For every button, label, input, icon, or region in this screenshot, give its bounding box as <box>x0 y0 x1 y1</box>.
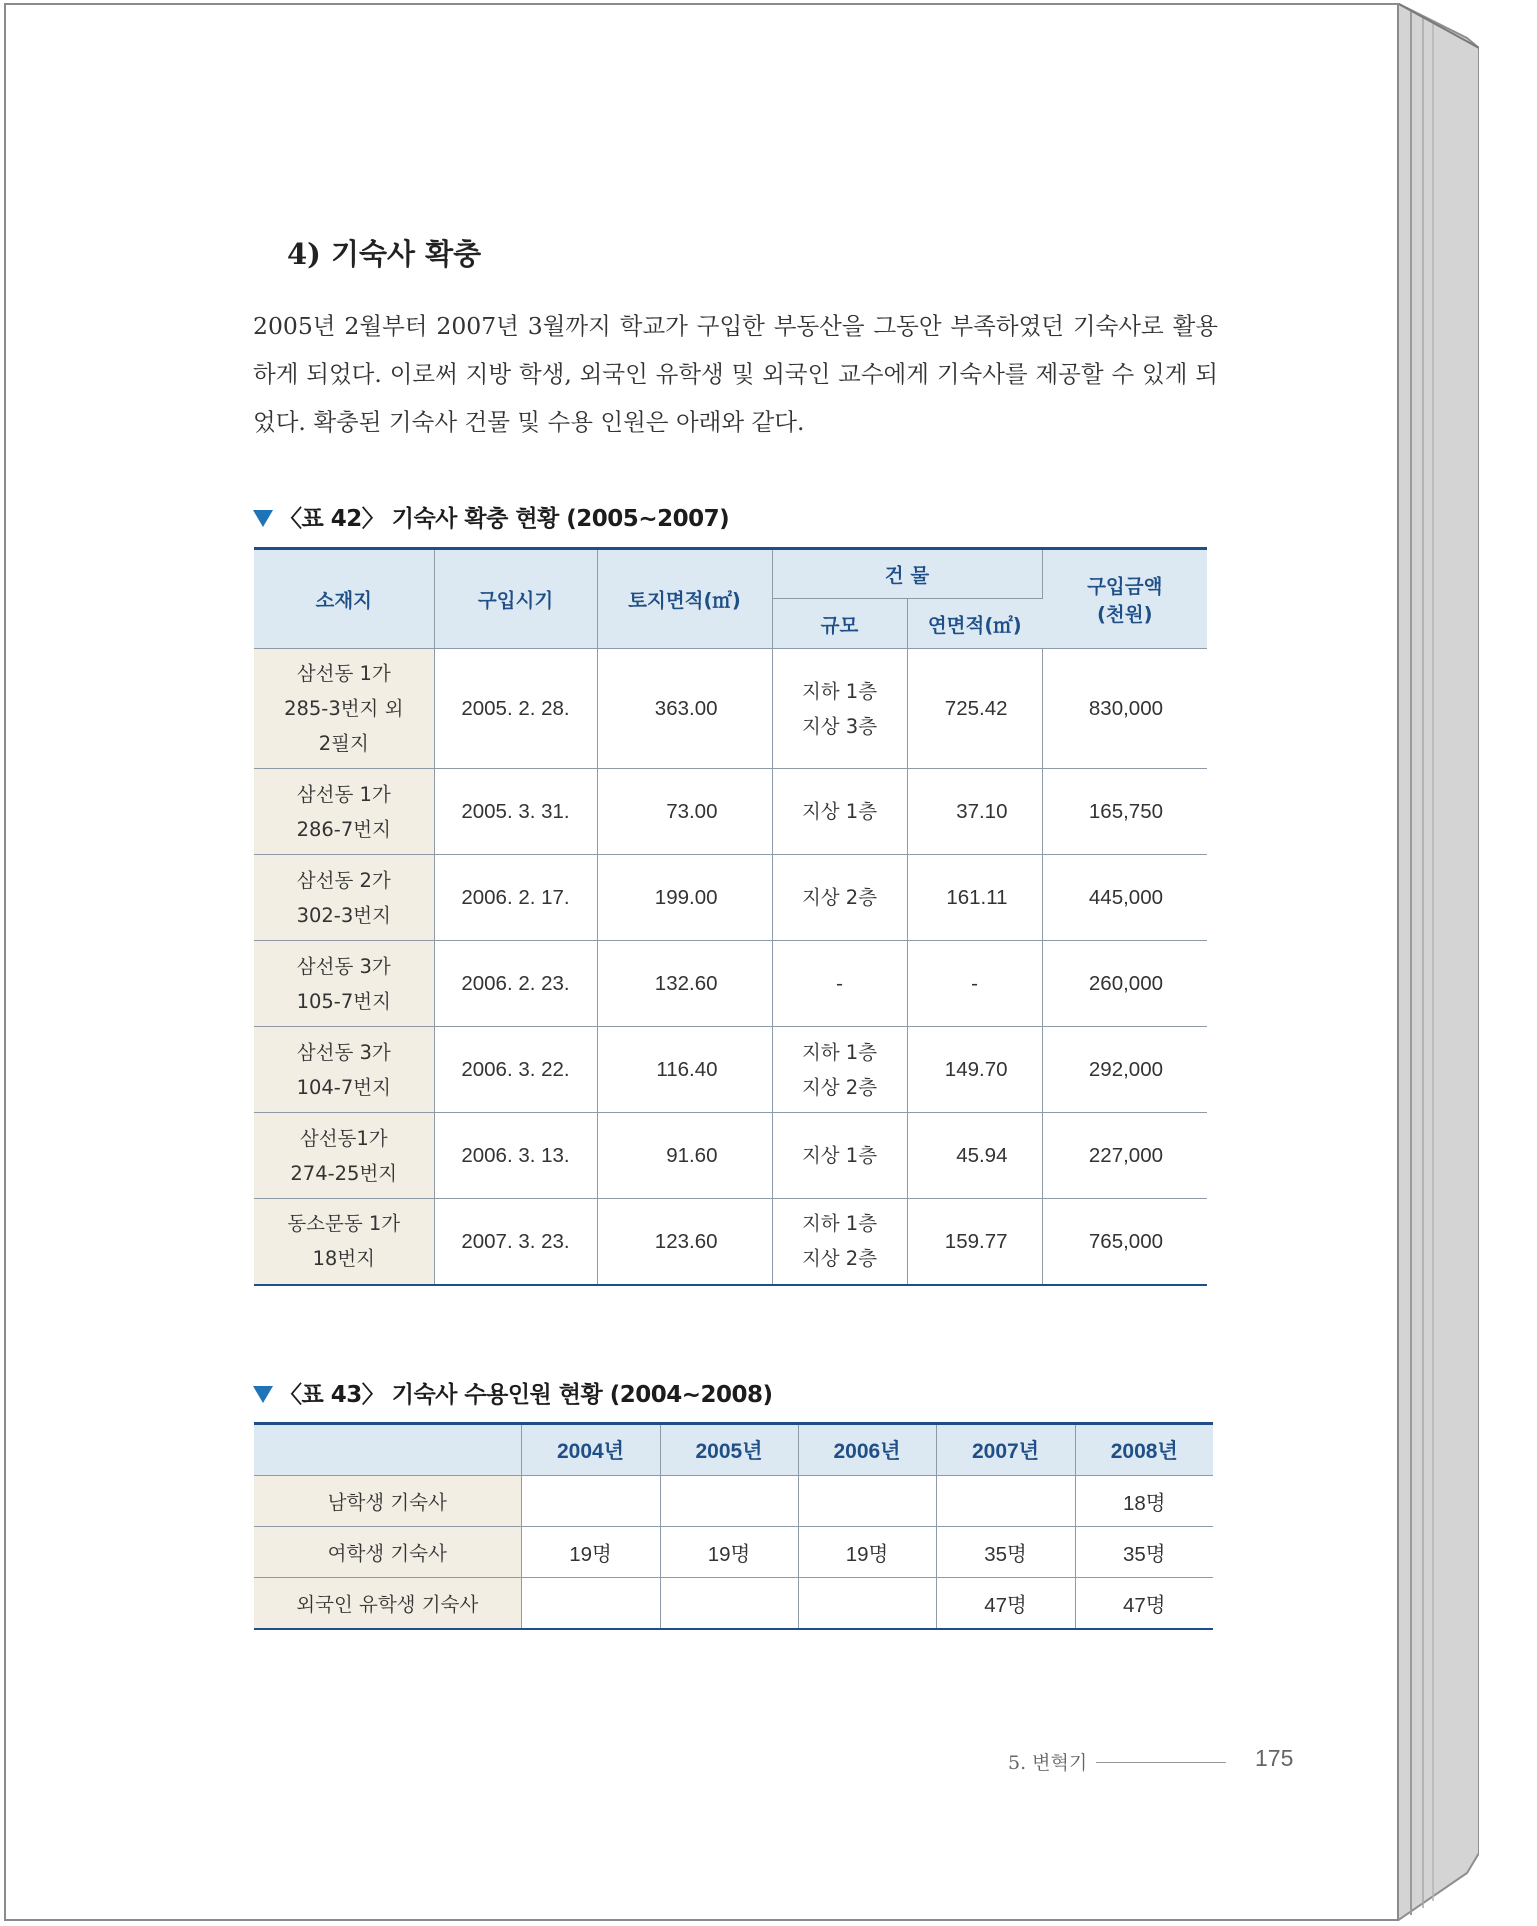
location-cell <box>254 855 434 941</box>
floor-area-cell: 149.70 <box>907 1027 1042 1113</box>
header-scale: 규모 <box>772 599 907 649</box>
location-cell <box>254 1113 434 1199</box>
table-row <box>254 769 1207 855</box>
scale-line: - <box>835 972 844 995</box>
row-label: 남학생 기숙사 <box>254 1476 521 1527</box>
location-line: 286-7번지 <box>296 817 391 841</box>
date-cell: 2005. 2. 28. <box>434 649 597 769</box>
page-number: 175 <box>1255 1745 1294 1771</box>
table-row <box>254 649 1207 769</box>
capacity-cell: 35명 <box>1075 1527 1213 1578</box>
scale-cell <box>772 1199 907 1285</box>
land-area-cell: 91.60 <box>597 1113 772 1199</box>
scale-line: 지하 1층 <box>801 1040 878 1064</box>
chapter-label: 5. 변혁기 <box>1008 1752 1088 1774</box>
date-cell: 2007. 3. 23. <box>434 1199 597 1285</box>
capacity-cell: 19명 <box>521 1527 660 1578</box>
location-cell <box>254 649 434 769</box>
date-cell: 2006. 2. 17. <box>434 855 597 941</box>
location-cell <box>254 941 434 1027</box>
header-purchase-date: 구입시기 <box>434 549 597 649</box>
header-price-line2: (천원) <box>1097 603 1153 626</box>
table-row <box>254 1527 1213 1578</box>
scale-line: 지하 1층 <box>801 1212 878 1236</box>
scale-line: 지상 2층 <box>801 1075 878 1099</box>
price-cell: 445,000 <box>1042 855 1207 941</box>
dormitory-expansion-table <box>254 547 1207 1286</box>
location-cell <box>254 1199 434 1285</box>
location-line: 동소문동 1가 <box>287 1212 401 1236</box>
header-year: 2008년 <box>1075 1424 1213 1476</box>
table-row <box>254 1027 1207 1113</box>
table-row <box>254 1199 1207 1285</box>
header-price <box>1042 549 1207 649</box>
header-blank <box>254 1424 521 1476</box>
location-line: 삼선동 3가 <box>296 954 391 978</box>
table-row <box>254 1113 1207 1199</box>
location-line: 2필지 <box>318 732 369 755</box>
capacity-cell: 47명 <box>936 1578 1075 1630</box>
capacity-cell <box>521 1476 660 1527</box>
price-cell: 765,000 <box>1042 1199 1207 1285</box>
header-floor-area: 연면적(㎡) <box>907 599 1042 649</box>
location-line: 104-7번지 <box>296 1075 391 1099</box>
triangle-marker-icon <box>253 1386 273 1403</box>
land-area-cell: 123.60 <box>597 1199 772 1285</box>
price-cell: 830,000 <box>1042 649 1207 769</box>
price-cell: 292,000 <box>1042 1027 1207 1113</box>
capacity-cell <box>798 1578 936 1630</box>
header-year: 2007년 <box>936 1424 1075 1476</box>
price-cell: 260,000 <box>1042 941 1207 1027</box>
scale-line: 지상 1층 <box>801 800 878 823</box>
dormitory-capacity-table <box>254 1422 1213 1630</box>
location-line: 18번지 <box>312 1247 375 1271</box>
body-paragraph: 2005년 2월부터 2007년 3월까지 학교가 구입한 부동산을 그동안 부족하였던 기숙사로 활용하게 되었다. 이로써 지방 학생, 외국인 유학생 및 외국인 교수에게 기숙사를 제공할 수 있게 되었다. 확충된 기숙사 건물 및 수용 인원은 아래와 같다. <box>253 312 1218 436</box>
header-year: 2006년 <box>798 1424 936 1476</box>
table-42-caption-text: 〈표 42〉 기숙사 확충 현황 (2005~2007) <box>279 506 730 532</box>
scale-cell <box>772 649 907 769</box>
land-area-cell: 73.00 <box>597 769 772 855</box>
scale-line: 지상 1층 <box>801 1144 878 1167</box>
table-43-caption-text: 〈표 43〉 기숙사 수용인원 현황 (2004~2008) <box>279 1382 773 1408</box>
footer-divider <box>1096 1762 1226 1763</box>
floor-area-cell: 725.42 <box>907 649 1042 769</box>
capacity-cell: 18명 <box>1075 1476 1213 1527</box>
date-cell: 2006. 3. 22. <box>434 1027 597 1113</box>
location-cell <box>254 769 434 855</box>
location-line: 삼선동 2가 <box>296 868 391 892</box>
floor-area-cell: 37.10 <box>907 769 1042 855</box>
location-line: 285-3번지 외 <box>284 697 404 720</box>
price-cell: 227,000 <box>1042 1113 1207 1199</box>
date-cell: 2005. 3. 31. <box>434 769 597 855</box>
scale-cell <box>772 855 907 941</box>
section-heading: 4) 기숙사 확충 <box>287 237 482 271</box>
capacity-cell <box>798 1476 936 1527</box>
date-cell: 2006. 3. 13. <box>434 1113 597 1199</box>
scale-line: 지상 3층 <box>801 714 878 738</box>
scale-cell <box>772 1113 907 1199</box>
table-43-caption <box>253 1376 773 1409</box>
date-cell: 2006. 2. 23. <box>434 941 597 1027</box>
capacity-cell: 35명 <box>936 1527 1075 1578</box>
land-area-cell: 116.40 <box>597 1027 772 1113</box>
scale-line: 지상 2층 <box>801 886 878 909</box>
land-area-cell: 132.60 <box>597 941 772 1027</box>
header-year: 2004년 <box>521 1424 660 1476</box>
capacity-cell: 19명 <box>660 1527 798 1578</box>
table-row <box>254 1578 1213 1630</box>
floor-area-cell: 45.94 <box>907 1113 1042 1199</box>
header-price-line1: 구입금액 <box>1087 575 1163 598</box>
location-line: 삼선동 3가 <box>296 1040 391 1064</box>
table-42-caption <box>253 500 729 533</box>
table-row <box>254 855 1207 941</box>
location-line: 삼선동 1가 <box>296 782 391 806</box>
page-footer <box>1008 1745 1298 1778</box>
floor-area-cell: - <box>907 941 1042 1027</box>
scale-cell <box>772 941 907 1027</box>
scale-cell <box>772 1027 907 1113</box>
table-row <box>254 941 1207 1027</box>
location-line: 105-7번지 <box>296 989 391 1013</box>
capacity-cell <box>660 1476 798 1527</box>
triangle-marker-icon <box>253 510 273 527</box>
location-line: 삼선동1가 <box>299 1126 388 1150</box>
price-cell: 165,750 <box>1042 769 1207 855</box>
location-cell <box>254 1027 434 1113</box>
header-land-area: 토지면적(㎡) <box>597 549 772 649</box>
table-row <box>254 1476 1213 1527</box>
header-building: 건 물 <box>772 549 1042 599</box>
floor-area-cell: 159.77 <box>907 1199 1042 1285</box>
row-label: 여학생 기숙사 <box>254 1527 521 1578</box>
capacity-cell: 19명 <box>798 1527 936 1578</box>
scale-line: 지상 2층 <box>801 1247 878 1271</box>
floor-area-cell: 161.11 <box>907 855 1042 941</box>
header-location: 소재지 <box>254 549 434 649</box>
row-label: 외국인 유학생 기숙사 <box>254 1578 521 1630</box>
location-line: 302-3번지 <box>296 903 391 927</box>
location-line: 274-25번지 <box>290 1161 398 1185</box>
capacity-cell: 47명 <box>1075 1578 1213 1630</box>
scale-line: 지하 1층 <box>801 679 878 703</box>
capacity-cell <box>521 1578 660 1630</box>
capacity-cell <box>660 1578 798 1630</box>
header-year: 2005년 <box>660 1424 798 1476</box>
location-line: 삼선동 1가 <box>296 662 391 685</box>
scale-cell <box>772 769 907 855</box>
land-area-cell: 363.00 <box>597 649 772 769</box>
capacity-cell <box>936 1476 1075 1527</box>
land-area-cell: 199.00 <box>597 855 772 941</box>
